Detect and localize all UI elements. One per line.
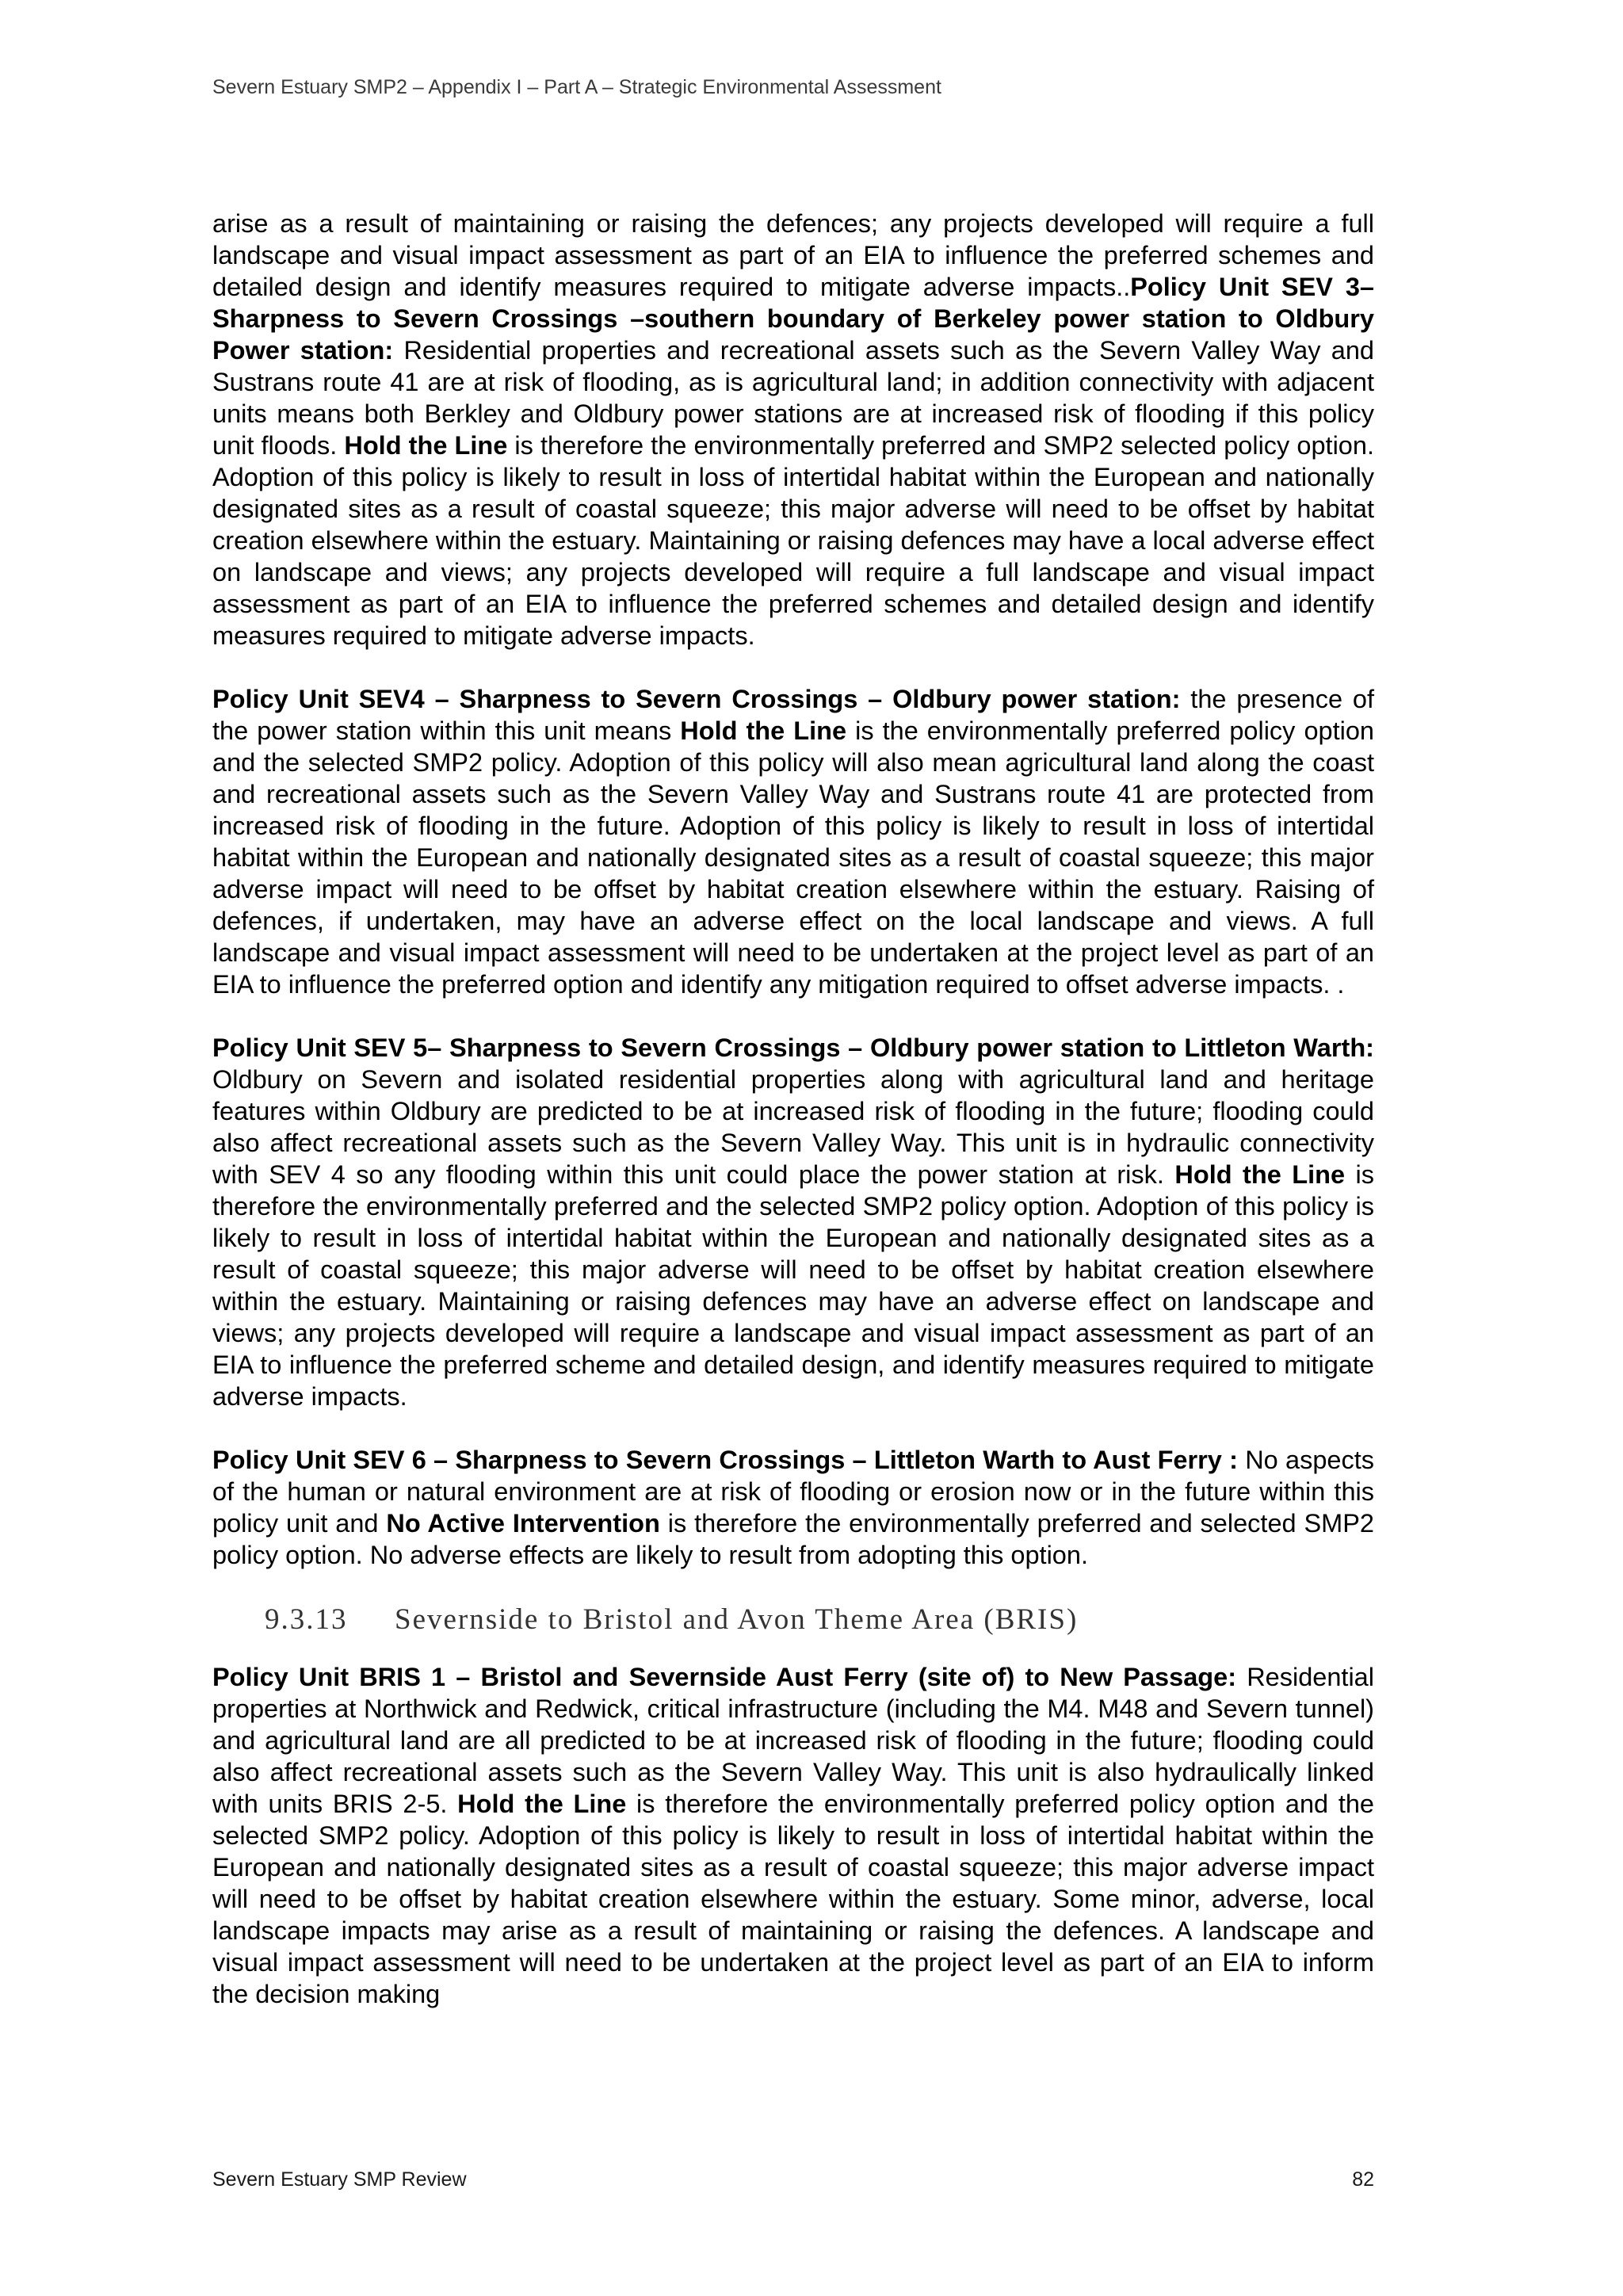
paragraph-text: Oldbury on Severn and isolated residential properties along with agricultural land and heritage features within Oldbury are predicted to be at increased risk of flooding in the future; flooding could also affect recreational assets such as the Severn Valley Way. This unit is in hydraulic connectivity with SEV 4 so any flooding within this unit could place the power station at risk. — [212, 1065, 1374, 1189]
policy-unit-heading: Policy Unit SEV 5– Sharpness to Severn Crossings – Oldbury power station to Littleton Warth: — [212, 1033, 1374, 1062]
paragraph-sev4 — [212, 683, 1374, 1000]
paragraph-text: Residential properties and recreational assets such as the Severn Valley Way and Sustrans route 41 are at risk of flooding, as is agricultural land; in addition connectivity with adjacent units means both Berkley and Oldbury power stations are at increased risk of flooding if this policy unit floods. — [212, 336, 1374, 460]
paragraph-bris1 — [212, 1661, 1374, 2010]
paragraph-text: is therefore the environmentally preferred and SMP2 selected policy option. Adoption of this policy is likely to result in loss of intertidal habitat within the European and nationally designated sites as a result of coastal squeeze; this major adverse will need to be offset by habitat creation elsewhere within the estuary. Maintaining or raising defences may have a local adverse effect on landscape and views; any projects developed will require a full landscape and visual impact assessment as part of an EIA to influence the preferred schemes and detailed design and identify measures required to mitigate adverse impacts. — [212, 431, 1374, 650]
policy-option: Hold the Line — [1174, 1160, 1346, 1189]
paragraph-text: is the environmentally preferred policy option and the selected SMP2 policy. Adoption of this policy will also mean agricultural land along the coast and recreational assets such as the Severn Valley Way and Sustrans route 41 are protected from increased risk of flooding in the future. Adoption of this policy is likely to result in loss of intertidal habitat within the European and nationally designated sites as a result of coastal squeeze; this major adverse impact will need to be offset by habitat creation elsewhere within the estuary. Raising of defences, if undertaken, may have an adverse effect on the local landscape and views. A full landscape and visual impact assessment will need to be undertaken at the project level as part of an EIA to influence the preferred option and identify any mitigation required to offset adverse impacts. . — [212, 716, 1375, 999]
policy-option: Hold the Line — [457, 1790, 627, 1818]
running-header: Severn Estuary SMP2 – Appendix I – Part A – Strategic Environmental Assessment — [212, 76, 941, 98]
section-heading — [212, 1603, 1374, 1641]
paragraph-text: No aspects of the human or natural environment are at risk of flooding or erosion now or in the future within this policy unit and — [212, 1446, 1375, 1538]
footer-title: Severn Estuary SMP Review — [212, 2168, 467, 2191]
paragraph-sev5 — [212, 1032, 1374, 1412]
policy-unit-heading: Policy Unit SEV 6 – Sharpness to Severn Crossings – Littleton Warth to Aust Ferry : — [212, 1446, 1238, 1474]
policy-option: No Active Intervention — [386, 1509, 660, 1538]
paragraph-text: is therefore the environmentally preferred policy option and the selected SMP2 policy. Adoption of this policy is likely to result in loss of intertidal habitat within the European and nationally designated sites as a result of coastal squeeze; this major adverse impact will need to be offset by habitat creation elsewhere within the estuary. Some minor, adverse, local landscape impacts may arise as a result of maintaining or raising the defences. A landscape and visual impact assessment will need to be undertaken at the project level as part of an EIA to inform the decision making — [212, 1790, 1374, 2008]
policy-unit-heading: Policy Unit SEV 3– Sharpness to Severn Crossings –southern boundary of Berkeley power station to Oldbury Power station: — [212, 273, 1374, 365]
paragraph-text: the presence of the power station within this unit means — [212, 685, 1374, 745]
section-title: Severnside to Bristol and Avon Theme Area (BRIS) — [395, 1603, 1079, 1636]
page-number: 82 — [1352, 2168, 1374, 2191]
paragraph-sev3 — [212, 208, 1374, 651]
paragraph-sev6 — [212, 1444, 1374, 1571]
body-text — [212, 208, 1374, 2042]
section-number: 9.3.13 — [265, 1603, 348, 1636]
policy-option: Hold the Line — [344, 431, 508, 460]
policy-option: Hold the Line — [680, 716, 847, 745]
policy-unit-heading: Policy Unit BRIS 1 – Bristol and Severnside Aust Ferry (site of) to New Passage: — [212, 1663, 1237, 1691]
paragraph-text: is therefore the environmentally preferred and the selected SMP2 policy option. Adoption of this policy is likely to result in loss of intertidal habitat within the European and nationally designated sites as a result of coastal squeeze; this major adverse will need to be offset by habitat creation elsewhere within the estuary. Maintaining or raising defences may have an adverse effect on landscape and views; any projects developed will require a landscape and visual impact assessment as part of an EIA to influence the preferred scheme and detailed design, and identify measures required to mitigate adverse impacts. — [212, 1160, 1375, 1411]
paragraph-text: Residential properties at Northwick and Redwick, critical infrastructure (including the M4. M48 and Severn tunnel) and agricultural land are all predicted to be at increased risk of flooding in the future; flooding could also affect recreational assets such as the Severn Valley Way. This unit is also hydraulically linked with units BRIS 2-5. — [212, 1663, 1374, 1818]
paragraph-text: is therefore the environmentally preferred and selected SMP2 policy option. No adverse effects are likely to result from adopting this option. — [212, 1509, 1374, 1569]
policy-unit-heading: Policy Unit SEV4 – Sharpness to Severn Crossings – Oldbury power station: — [212, 685, 1181, 713]
paragraph-text: arise as a result of maintaining or raising the defences; any projects developed will require a full landscape and visual impact assessment as part of an EIA to influence the preferred schemes and detailed design and identify measures required to mitigate adverse impacts.. — [212, 209, 1374, 301]
